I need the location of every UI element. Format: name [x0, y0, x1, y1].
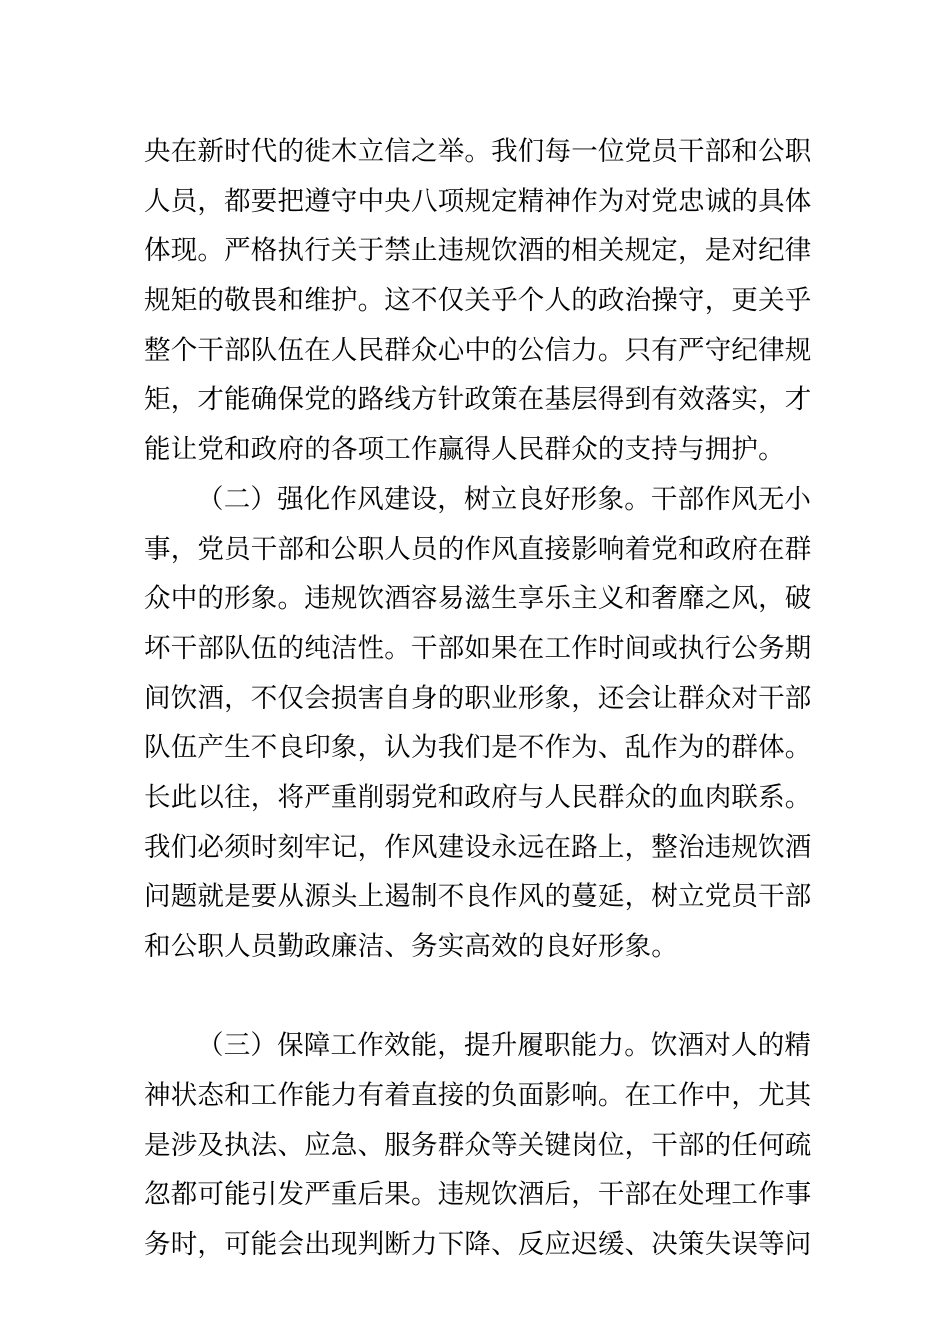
document-body [144, 127, 810, 1270]
text-line: 忽都可能引发严重后果。违规饮酒后，干部在处理工作事 [144, 1179, 812, 1211]
text-line: 我们必须时刻牢记，作风建设永远在路上，整治违规饮酒 [144, 831, 812, 863]
text-line: 事，党员干部和公职人员的作风直接影响着党和政府在群 [144, 533, 812, 565]
text-line: 体现。严格执行关于禁止违规饮酒的相关规定，是对纪律 [144, 235, 812, 267]
paragraph-work-efficiency [144, 1021, 810, 1269]
text-line [144, 972, 810, 1022]
text-line: 整个干部队伍在人民群众心中的公信力。只有严守纪律规 [144, 334, 812, 366]
text-line: 规矩的敬畏和维护。这不仅关乎个人的政治操守，更关乎 [144, 285, 812, 317]
text-line: 央在新时代的徙木立信之举。我们每一位党员干部和公职 [144, 136, 812, 167]
text-line: 能让党和政府的各项工作赢得人民群众的支持与拥护。 [144, 434, 785, 466]
text-line: 和公职人员勤政廉洁、务实高效的良好形象。 [144, 931, 678, 962]
text-line: 矩，才能确保党的路线方针政策在基层得到有效落实，才 [144, 384, 812, 416]
text-line: 众中的形象。违规饮酒容易滋生享乐主义和奢靡之风，破 [144, 583, 812, 615]
text-line: 是涉及执法、应急、服务群众等关键岗位，干部的任何疏 [144, 1129, 812, 1161]
text-line-heading: （三）保障工作效能，提升履职能力。饮酒对人的精 [197, 1030, 812, 1062]
text-line: 间饮酒，不仅会损害自身的职业形象，还会让群众对干部 [144, 682, 812, 714]
text-line: 神状态和工作能力有着直接的负面影响。在工作中，尤其 [144, 1080, 812, 1112]
text-line: 坏干部队伍的纯洁性。干部如果在工作时间或执行公务期 [144, 632, 812, 664]
text-line: 长此以往，将严重削弱党和政府与人民群众的血肉联系。 [144, 781, 812, 813]
paragraph-work-style [144, 475, 810, 1022]
text-line: 问题就是要从源头上遏制不良作风的蔓延，树立党员干部 [144, 881, 812, 913]
text-line: 务时，可能会出现判断力下降、反应迟缓、决策失误等问 [144, 1229, 812, 1261]
text-line-heading: （二）强化作风建设，树立良好形象。干部作风无小 [197, 483, 812, 515]
text-line: 队伍产生不良印象，认为我们是不作为、乱作为的群体。 [144, 732, 812, 764]
paragraph-discipline-continued [144, 127, 810, 475]
text-line: 人员，都要把遵守中央八项规定精神作为对党忠诚的具体 [144, 185, 812, 217]
